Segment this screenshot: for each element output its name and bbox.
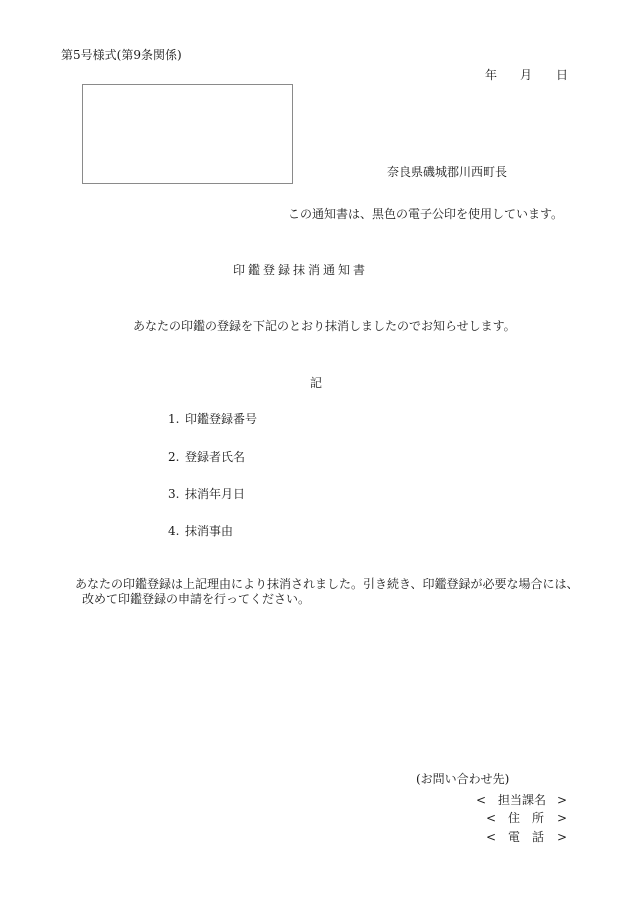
list-item	[168, 488, 245, 500]
seal-note: この通知書は、黒色の電子公印を使用しています。	[287, 207, 563, 221]
issuer-name: 奈良県磯城郡川西町長	[387, 165, 508, 179]
phone-label: 電 話	[508, 830, 545, 844]
contact-heading: (お問い合わせ先)	[416, 772, 510, 786]
close-bracket: >	[557, 811, 568, 825]
form-number: 第5号様式(第9条関係)	[61, 48, 182, 62]
list-item	[168, 413, 257, 425]
item-number: 3.	[168, 487, 180, 501]
item-number: 4.	[168, 524, 180, 538]
item-label: 抹消年月日	[185, 487, 246, 501]
open-bracket: <	[486, 830, 497, 844]
item-number: 2.	[168, 450, 180, 464]
closing-text-line-2: 改めて印鑑登録の申請を行ってください。	[82, 592, 311, 606]
stamp-box	[82, 84, 293, 184]
list-item	[168, 525, 233, 537]
intro-text: あなたの印鑑の登録を下記のとおり抹消しましたのでお知らせします。	[133, 319, 516, 333]
item-label: 登録者氏名	[185, 450, 246, 464]
list-item	[168, 451, 245, 463]
open-bracket: <	[486, 811, 497, 825]
item-label: 印鑑登録番号	[185, 412, 258, 426]
date-year-label: 年	[485, 68, 498, 82]
date-day-label: 日	[556, 68, 569, 82]
close-bracket: >	[557, 793, 568, 807]
item-number: 1.	[168, 412, 180, 426]
ki-heading: 記	[310, 376, 323, 390]
department-label: 担当課名	[498, 793, 547, 807]
close-bracket: >	[557, 830, 568, 844]
closing-text-line-1: あなたの印鑑登録は上記理由により抹消されました。引き続き、印鑑登録が必要な場合には、	[75, 577, 579, 591]
date-month-label: 月	[520, 68, 533, 82]
open-bracket: <	[476, 793, 487, 807]
address-label: 住 所	[508, 811, 545, 825]
item-label: 抹消事由	[185, 524, 234, 538]
document-title: 印鑑登録抹消通知書	[233, 263, 369, 277]
